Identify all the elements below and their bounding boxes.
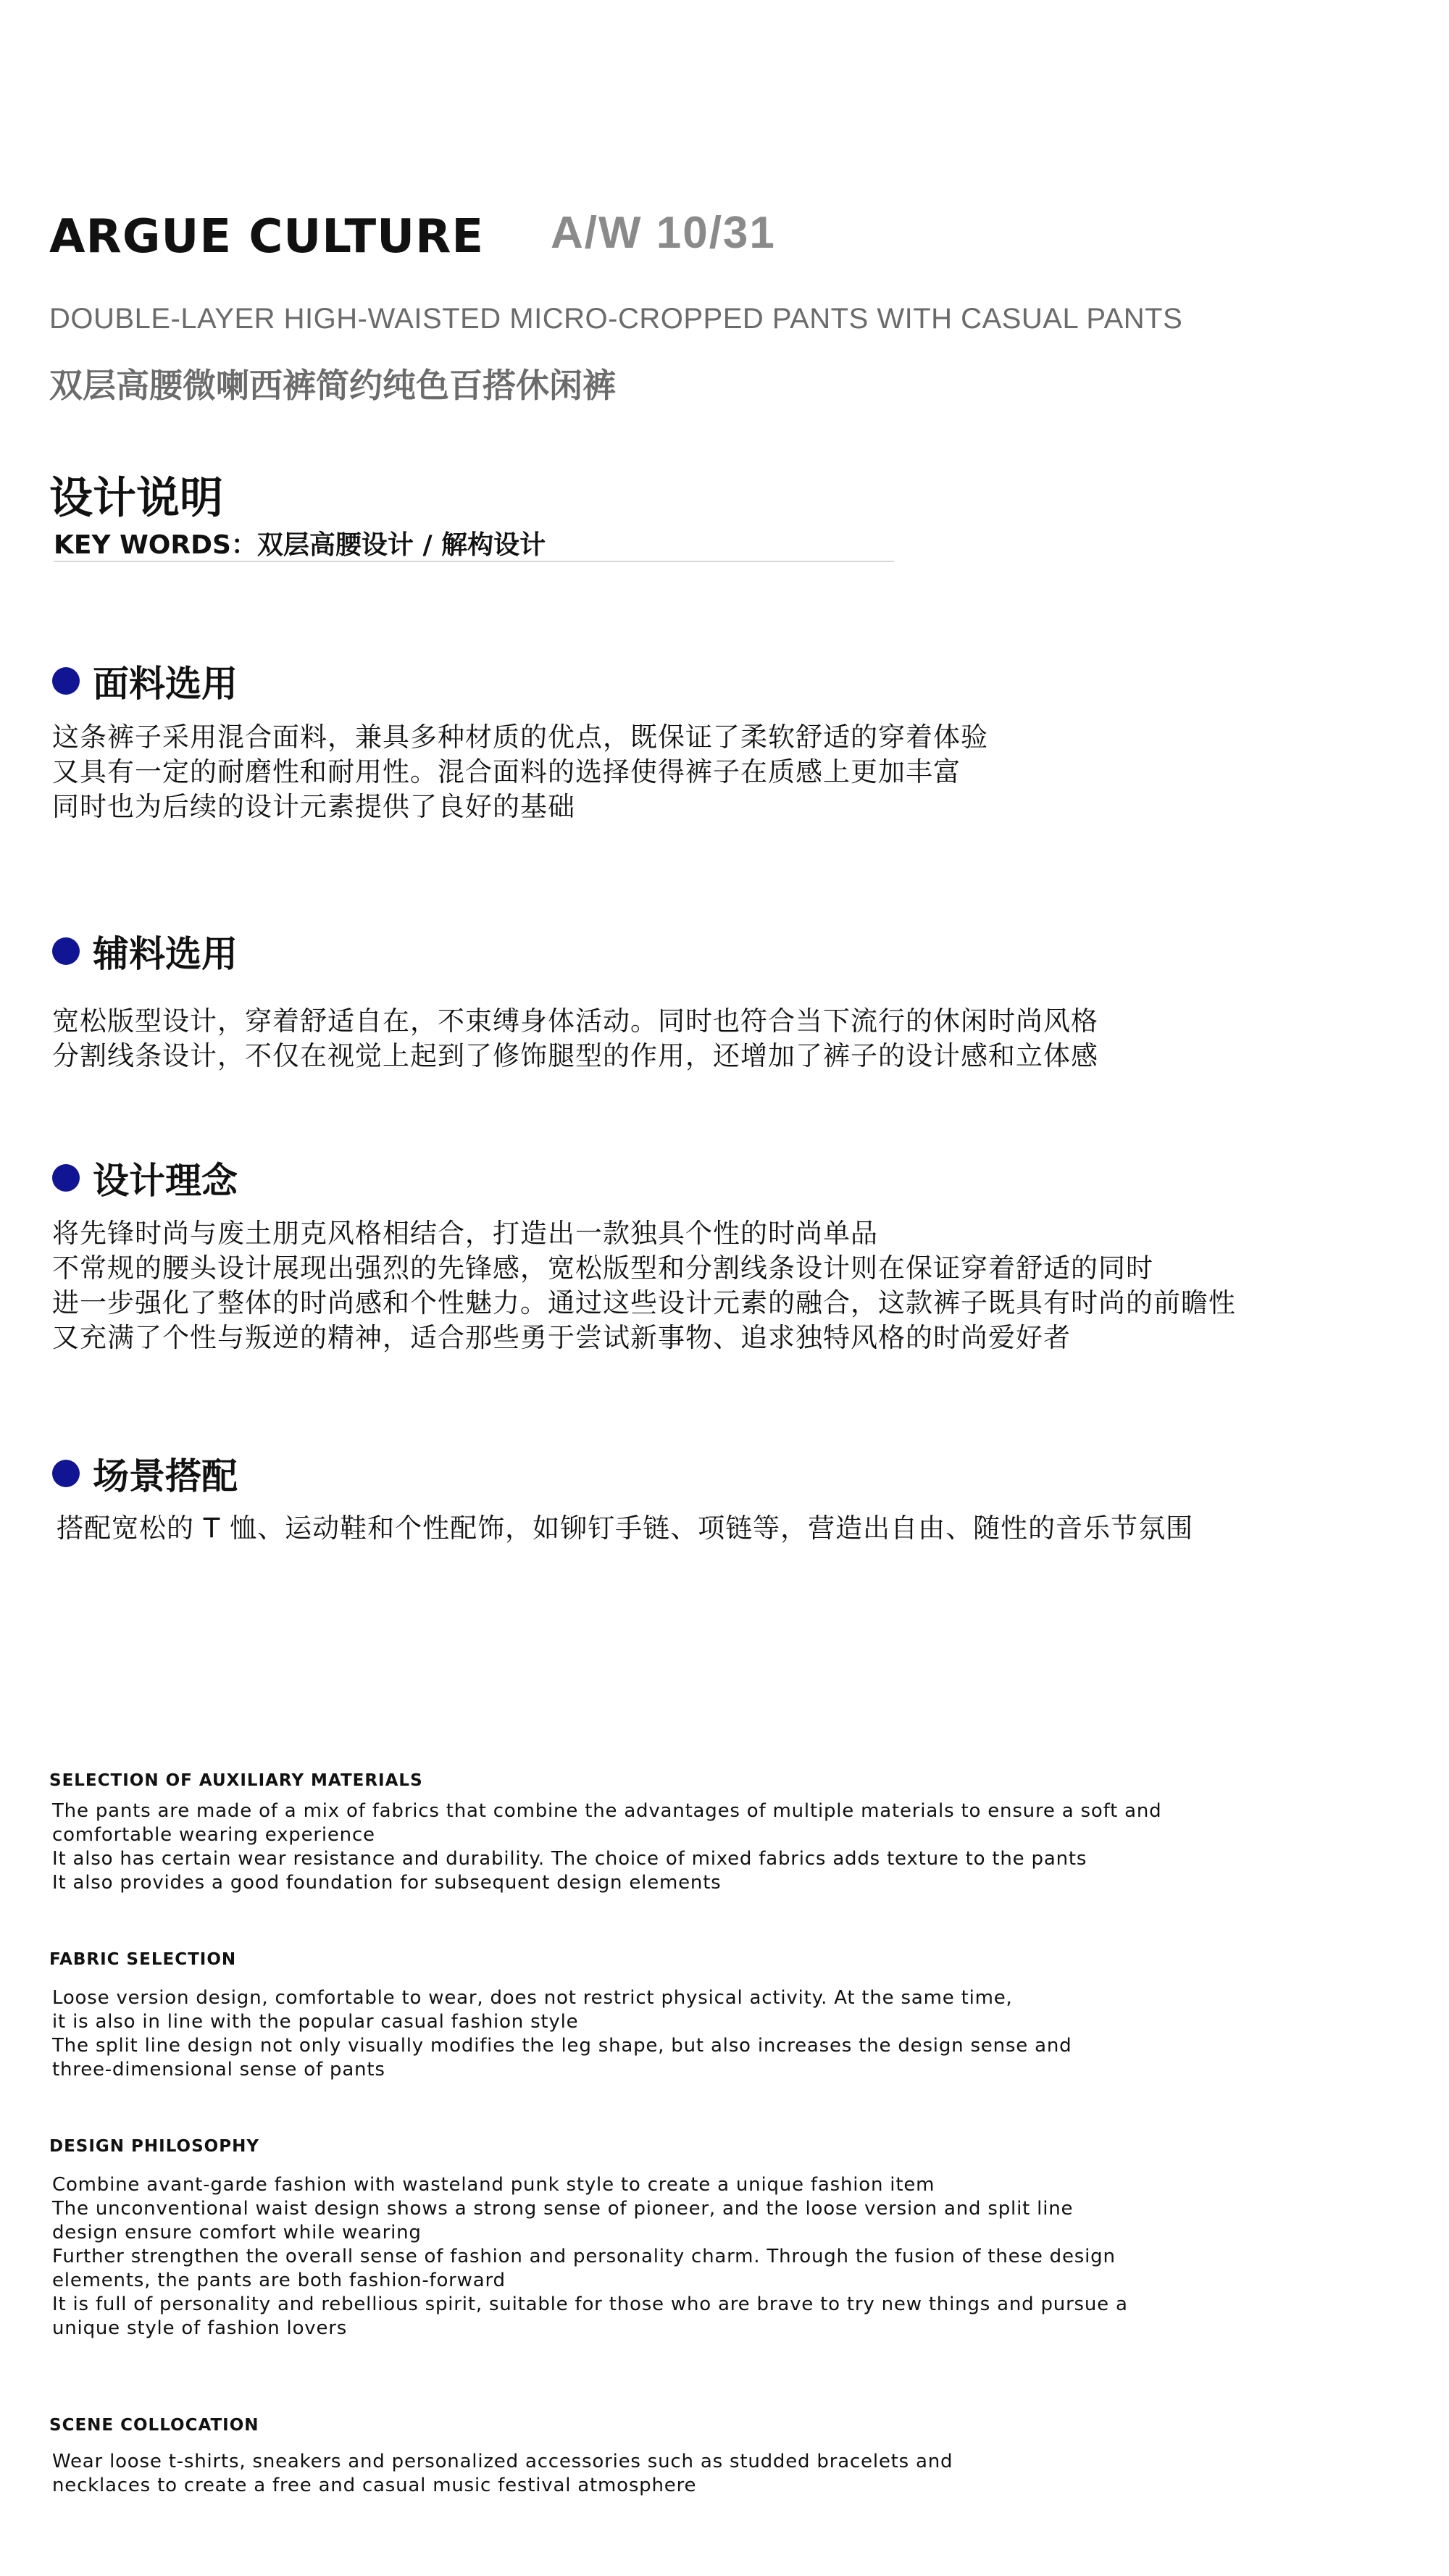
- text-line: 又具有一定的耐磨性和耐用性。混合面料的选择使得裤子在质感上更加丰富: [52, 756, 961, 787]
- product-title-en: DOUBLE-LAYER HIGH-WAISTED MICRO-CROPPED PANTS WITH CASUAL PANTS: [49, 303, 1183, 335]
- text-line: comfortable wearing experience: [52, 1824, 375, 1846]
- keywords-divider: [54, 561, 894, 562]
- text-line: It is full of personality and rebellious spirit, suitable for those who are brave to try new things and pursue a: [52, 2293, 1128, 2315]
- text-line: 将先锋时尚与废土朋克风格相结合，打造出一款独具个性的时尚单品: [52, 1218, 878, 1249]
- text-line: 进一步强化了整体的时尚感和个性魅力。通过这些设计元素的融合，这款裤子既具有时尚的前瞻性: [52, 1287, 1236, 1318]
- text-line: The unconventional waist design shows a strong sense of pioneer, and the loose version and split line: [52, 2198, 1074, 2220]
- text-line: Loose version design, comfortable to wear, does not restrict physical activity. At the same time,: [52, 1987, 1013, 2009]
- en-philosophy-text: [52, 2173, 1128, 2341]
- text-line: 搭配宽松的 T 恤、运动鞋和个性配饰，如铆钉手链、项链等，营造出自由、随性的音乐节氛围: [57, 1513, 1194, 1544]
- brand-title: ARGUE CULTURE: [49, 210, 485, 264]
- en-scene-heading: SCENE COLLOCATION: [49, 2416, 259, 2435]
- text-line: Further strengthen the overall sense of fashion and personality charm. Through the fusion of these design: [52, 2246, 1116, 2267]
- season-label: A/W 10/31: [551, 208, 776, 258]
- section-fabric-heading: [52, 655, 238, 707]
- text-line: The split line design not only visually modifies the leg shape, but also increases the design sense and: [52, 2035, 1072, 2057]
- text-line: design ensure comfort while wearing: [52, 2222, 422, 2243]
- text-line: 分割线条设计，不仅在视觉上起到了修饰腿型的作用，还增加了裤子的设计感和立体感: [52, 1040, 1098, 1071]
- bullet-dot-icon: [52, 1460, 80, 1487]
- section-auxiliary-text: [52, 1004, 1098, 1074]
- en-fabric-text: [52, 1986, 1072, 2082]
- bullet-dot-icon: [52, 1164, 80, 1192]
- product-title-cn: 双层高腰微喇西裤简约纯色百搭休闲裤: [49, 366, 616, 405]
- section-concept-heading: [52, 1152, 238, 1204]
- section-concept-text: [52, 1216, 1236, 1355]
- design-description-title: 设计说明: [49, 473, 223, 524]
- section-heading-label: 设计理念: [93, 1160, 238, 1202]
- section-fabric-text: [52, 720, 988, 824]
- text-line: 宽松版型设计，穿着舒适自在，不束缚身体活动。同时也符合当下流行的休闲时尚风格: [52, 1005, 1098, 1037]
- keywords: KEY WORDS：双层高腰设计 / 解构设计: [54, 530, 546, 560]
- text-line: It also provides a good foundation for subsequent design elements: [52, 1872, 722, 1894]
- bullet-dot-icon: [52, 937, 80, 965]
- text-line: The pants are made of a mix of fabrics that combine the advantages of multiple materials to ensure a soft and: [52, 1800, 1162, 1822]
- text-line: it is also in line with the popular casual fashion style: [52, 2011, 579, 2033]
- section-heading-label: 辅料选用: [93, 933, 238, 975]
- en-philosophy-heading: DESIGN PHILOSOPHY: [49, 2137, 259, 2156]
- text-line: 同时也为后续的设计元素提供了良好的基础: [52, 791, 575, 822]
- section-auxiliary-heading: [52, 925, 238, 977]
- en-auxiliary-text: [52, 1799, 1161, 1895]
- text-line: three-dimensional sense of pants: [52, 2059, 385, 2081]
- section-scene-heading: [52, 1447, 238, 1500]
- text-line: It also has certain wear resistance and durability. The choice of mixed fabrics adds texture to the pants: [52, 1848, 1087, 1870]
- text-line: 又充满了个性与叛逆的精神，适合那些勇于尝试新事物、追求独特风格的时尚爱好者: [52, 1322, 1071, 1353]
- en-scene-text: [52, 2450, 953, 2498]
- section-scene-text: [57, 1511, 1193, 1546]
- text-line: unique style of fashion lovers: [52, 2317, 348, 2339]
- en-auxiliary-heading: SELECTION OF AUXILIARY MATERIALS: [49, 1771, 423, 1790]
- text-line: 不常规的腰头设计展现出强烈的先锋感，宽松版型和分割线条设计则在保证穿着舒适的同时: [52, 1253, 1153, 1284]
- text-line: Combine avant-garde fashion with wasteland punk style to create a unique fashion item: [52, 2174, 935, 2196]
- en-fabric-heading: FABRIC SELECTION: [49, 1950, 237, 1969]
- text-line: Wear loose t-shirts, sneakers and personalized accessories such as studded bracelets and: [52, 2451, 953, 2472]
- text-line: elements, the pants are both fashion-forward: [52, 2270, 506, 2291]
- section-heading-label: 场景搭配: [93, 1455, 238, 1497]
- bullet-dot-icon: [52, 667, 80, 695]
- section-heading-label: 面料选用: [93, 663, 238, 705]
- text-line: 这条裤子采用混合面料，兼具多种材质的优点，既保证了柔软舒适的穿着体验: [52, 722, 988, 753]
- text-line: necklaces to create a free and casual music festival atmosphere: [52, 2475, 697, 2496]
